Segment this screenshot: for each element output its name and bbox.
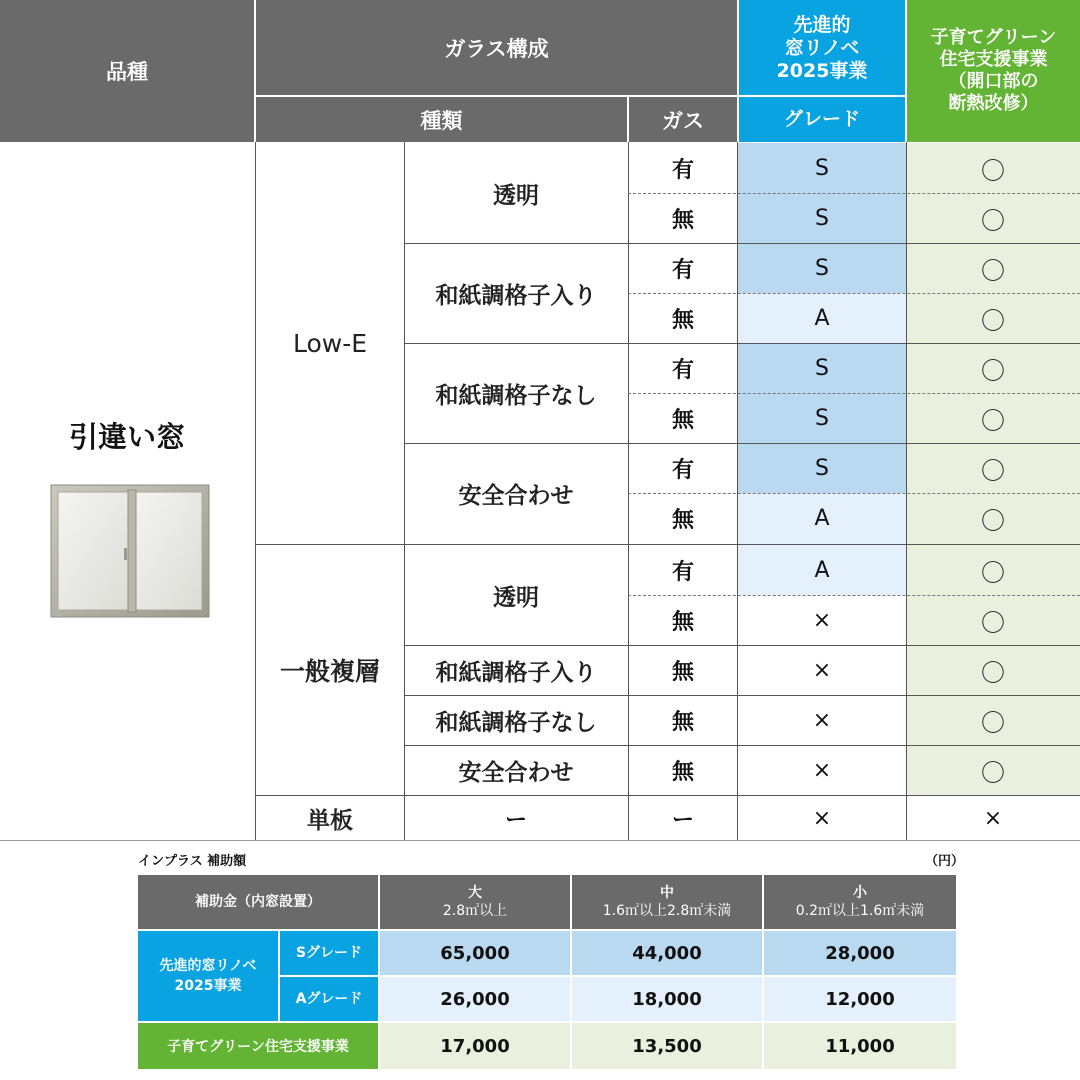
header-grade: グレード xyxy=(739,97,905,142)
subsidy-unit: （円） xyxy=(925,854,965,869)
grid-line xyxy=(404,443,1080,444)
grade-cell: A xyxy=(814,557,830,583)
gas-cell: 無 xyxy=(671,759,694,785)
gas-cell: 無 xyxy=(671,508,694,533)
header-product-type: 品種 xyxy=(0,0,254,142)
kind-anzen-awase-lowe: 安全合わせ xyxy=(458,483,574,509)
subsidy-col-small-size: 小 xyxy=(853,885,867,901)
grid-line xyxy=(404,645,1080,646)
gas-cell: 無 xyxy=(671,307,694,333)
grade-cell: S xyxy=(815,455,829,481)
kosodate-cell: 〇 xyxy=(981,758,1005,787)
grade-cell: × xyxy=(812,707,832,733)
grade-cell: A xyxy=(814,305,830,331)
subsidy-kosodate-small: 11,000 xyxy=(764,1023,956,1069)
grid-line xyxy=(737,142,738,840)
kosodate-cell: 〇 xyxy=(981,658,1005,687)
subsidy-col-medium-size: 中 xyxy=(660,885,674,901)
kosodate-cell: 〇 xyxy=(981,206,1005,235)
dashed-separator xyxy=(628,493,1080,494)
category-tanban: 単板 xyxy=(307,807,353,834)
kosodate-cell: 〇 xyxy=(981,256,1005,285)
kind-tomei-ippan: 透明 xyxy=(493,584,539,611)
sliding-window-icon xyxy=(50,484,210,618)
header-kosodate-line-4: 断熱改修） xyxy=(948,93,1039,114)
grid-line xyxy=(628,142,629,840)
subsidy-col-small-range: 0.2㎡以上1.6㎡未満 xyxy=(795,903,925,919)
subsidy-col-medium xyxy=(572,875,762,929)
kosodate-cell: 〇 xyxy=(981,558,1005,587)
subsidy-s-large: 65,000 xyxy=(380,931,570,975)
kind-anzen-awase-ippan: 安全合わせ xyxy=(458,759,574,786)
kosodate-cell: 〇 xyxy=(981,507,1005,535)
header-kosodate-green xyxy=(907,0,1080,142)
subsidy-col-large xyxy=(380,875,570,929)
kosodate-cell: 〇 xyxy=(981,608,1005,637)
header-gas: ガス xyxy=(629,97,737,142)
kosodate-cell: 〇 xyxy=(981,456,1005,485)
header-senshin-line-2: 窓リノベ xyxy=(784,37,860,59)
subsidy-a-grade-label: Aグレード xyxy=(280,977,378,1021)
product-name: 引違い窓 xyxy=(68,419,185,454)
grade-cell: × xyxy=(812,607,832,633)
grid-line xyxy=(404,695,1080,696)
header-kosodate-line-3: （開口部の xyxy=(948,71,1039,92)
gas-cell: 無 xyxy=(671,207,694,233)
gas-cell: 有 xyxy=(671,257,694,283)
tanban-gas: ー xyxy=(671,807,694,833)
grid-line xyxy=(404,343,1080,344)
subsidy-a-small: 12,000 xyxy=(764,977,956,1021)
subsidy-senshin-label xyxy=(138,931,278,1021)
kosodate-cell: 〇 xyxy=(981,306,1005,335)
grade-cell: S xyxy=(815,205,829,231)
dashed-separator xyxy=(628,293,1080,294)
subsidy-col-small xyxy=(764,875,956,929)
subsidy-col-medium-range: 1.6㎡以上2.8㎡未満 xyxy=(602,903,732,919)
subsidy-s-medium: 44,000 xyxy=(572,931,762,975)
subsidy-s-grade-label: Sグレード xyxy=(280,931,378,975)
kind-tomei-lowe: 透明 xyxy=(493,182,539,209)
subsidy-caption: インプラス 補助額 xyxy=(138,854,247,869)
subsidy-a-large: 26,000 xyxy=(380,977,570,1021)
tanban-kind: ー xyxy=(504,807,527,833)
grid-line xyxy=(404,745,1080,746)
subsidy-a-medium: 18,000 xyxy=(572,977,762,1021)
kind-washi-koshi-nashi-lowe: 和紙調格子なし xyxy=(435,382,597,409)
header-glass-kind: 種類 xyxy=(256,97,627,142)
grid-line xyxy=(404,142,405,840)
subsidy-kosodate-label: 子育てグリーン住宅支援事業 xyxy=(138,1023,378,1069)
subsidy-kosodate-medium: 13,500 xyxy=(572,1023,762,1069)
kosodate-cell: 〇 xyxy=(981,708,1005,737)
grade-cell: A xyxy=(814,506,830,531)
kosodate-cell: 〇 xyxy=(981,356,1005,385)
header-senshin-line-1: 先進的 xyxy=(793,14,851,36)
header-glass-config: ガラス構成 xyxy=(256,0,737,95)
subsidy-s-small: 28,000 xyxy=(764,931,956,975)
gas-cell: 無 xyxy=(671,609,694,635)
gas-cell: 有 xyxy=(671,357,694,383)
grid-line xyxy=(404,243,1080,244)
kind-washi-koshi-nashi-ippan: 和紙調格子なし xyxy=(435,709,597,736)
grid-line xyxy=(906,142,907,840)
kosodate-cell: 〇 xyxy=(981,156,1005,185)
subsidy-senshin-line-2: 2025事業 xyxy=(174,978,242,994)
gas-cell: 有 xyxy=(671,457,694,483)
subsidy-corner-header: 補助金（内窓設置） xyxy=(138,875,378,929)
grid-line xyxy=(256,544,1080,545)
gas-cell: 無 xyxy=(671,709,694,735)
header-senshin-mado-renove xyxy=(739,0,905,95)
grade-cell: S xyxy=(815,255,829,281)
header-kosodate-line-1: 子育てグリーン xyxy=(930,27,1057,48)
gas-cell: 無 xyxy=(671,659,694,685)
kind-washi-koshi-iri-lowe: 和紙調格子入り xyxy=(435,282,597,309)
category-low-e: Low-E xyxy=(292,329,368,358)
category-ippan-fukuso: 一般複層 xyxy=(279,657,380,686)
kind-washi-koshi-iri-ippan: 和紙調格子入り xyxy=(435,659,597,686)
grid-line xyxy=(256,795,1080,796)
header-kosodate-line-2: 住宅支援事業 xyxy=(939,49,1048,70)
grade-cell: S xyxy=(815,355,829,381)
dashed-separator xyxy=(628,393,1080,394)
grid-line xyxy=(0,840,1080,841)
header-senshin-line-3: 2025事業 xyxy=(776,60,868,82)
gas-cell: 有 xyxy=(671,157,694,183)
gas-cell: 無 xyxy=(671,407,694,433)
subsidy-col-large-range: 2.8㎡以上 xyxy=(442,903,508,919)
grade-cell: S xyxy=(815,405,829,431)
grid-line xyxy=(255,142,256,840)
subsidy-col-large-size: 大 xyxy=(468,885,482,901)
grade-cell: S xyxy=(815,155,829,181)
subsidy-senshin-line-1: 先進的窓リノベ xyxy=(159,958,257,974)
dashed-separator xyxy=(628,595,1080,596)
kosodate-cell: 〇 xyxy=(981,406,1005,435)
dashed-separator xyxy=(628,193,1080,194)
gas-cell: 有 xyxy=(671,559,694,585)
grade-cell: × xyxy=(812,657,832,683)
tanban-kosodate: × xyxy=(983,805,1003,831)
sliding-window-image xyxy=(50,484,210,618)
tanban-grade: × xyxy=(812,805,832,831)
subsidy-kosodate-large: 17,000 xyxy=(380,1023,570,1069)
grade-cell: × xyxy=(812,757,832,783)
